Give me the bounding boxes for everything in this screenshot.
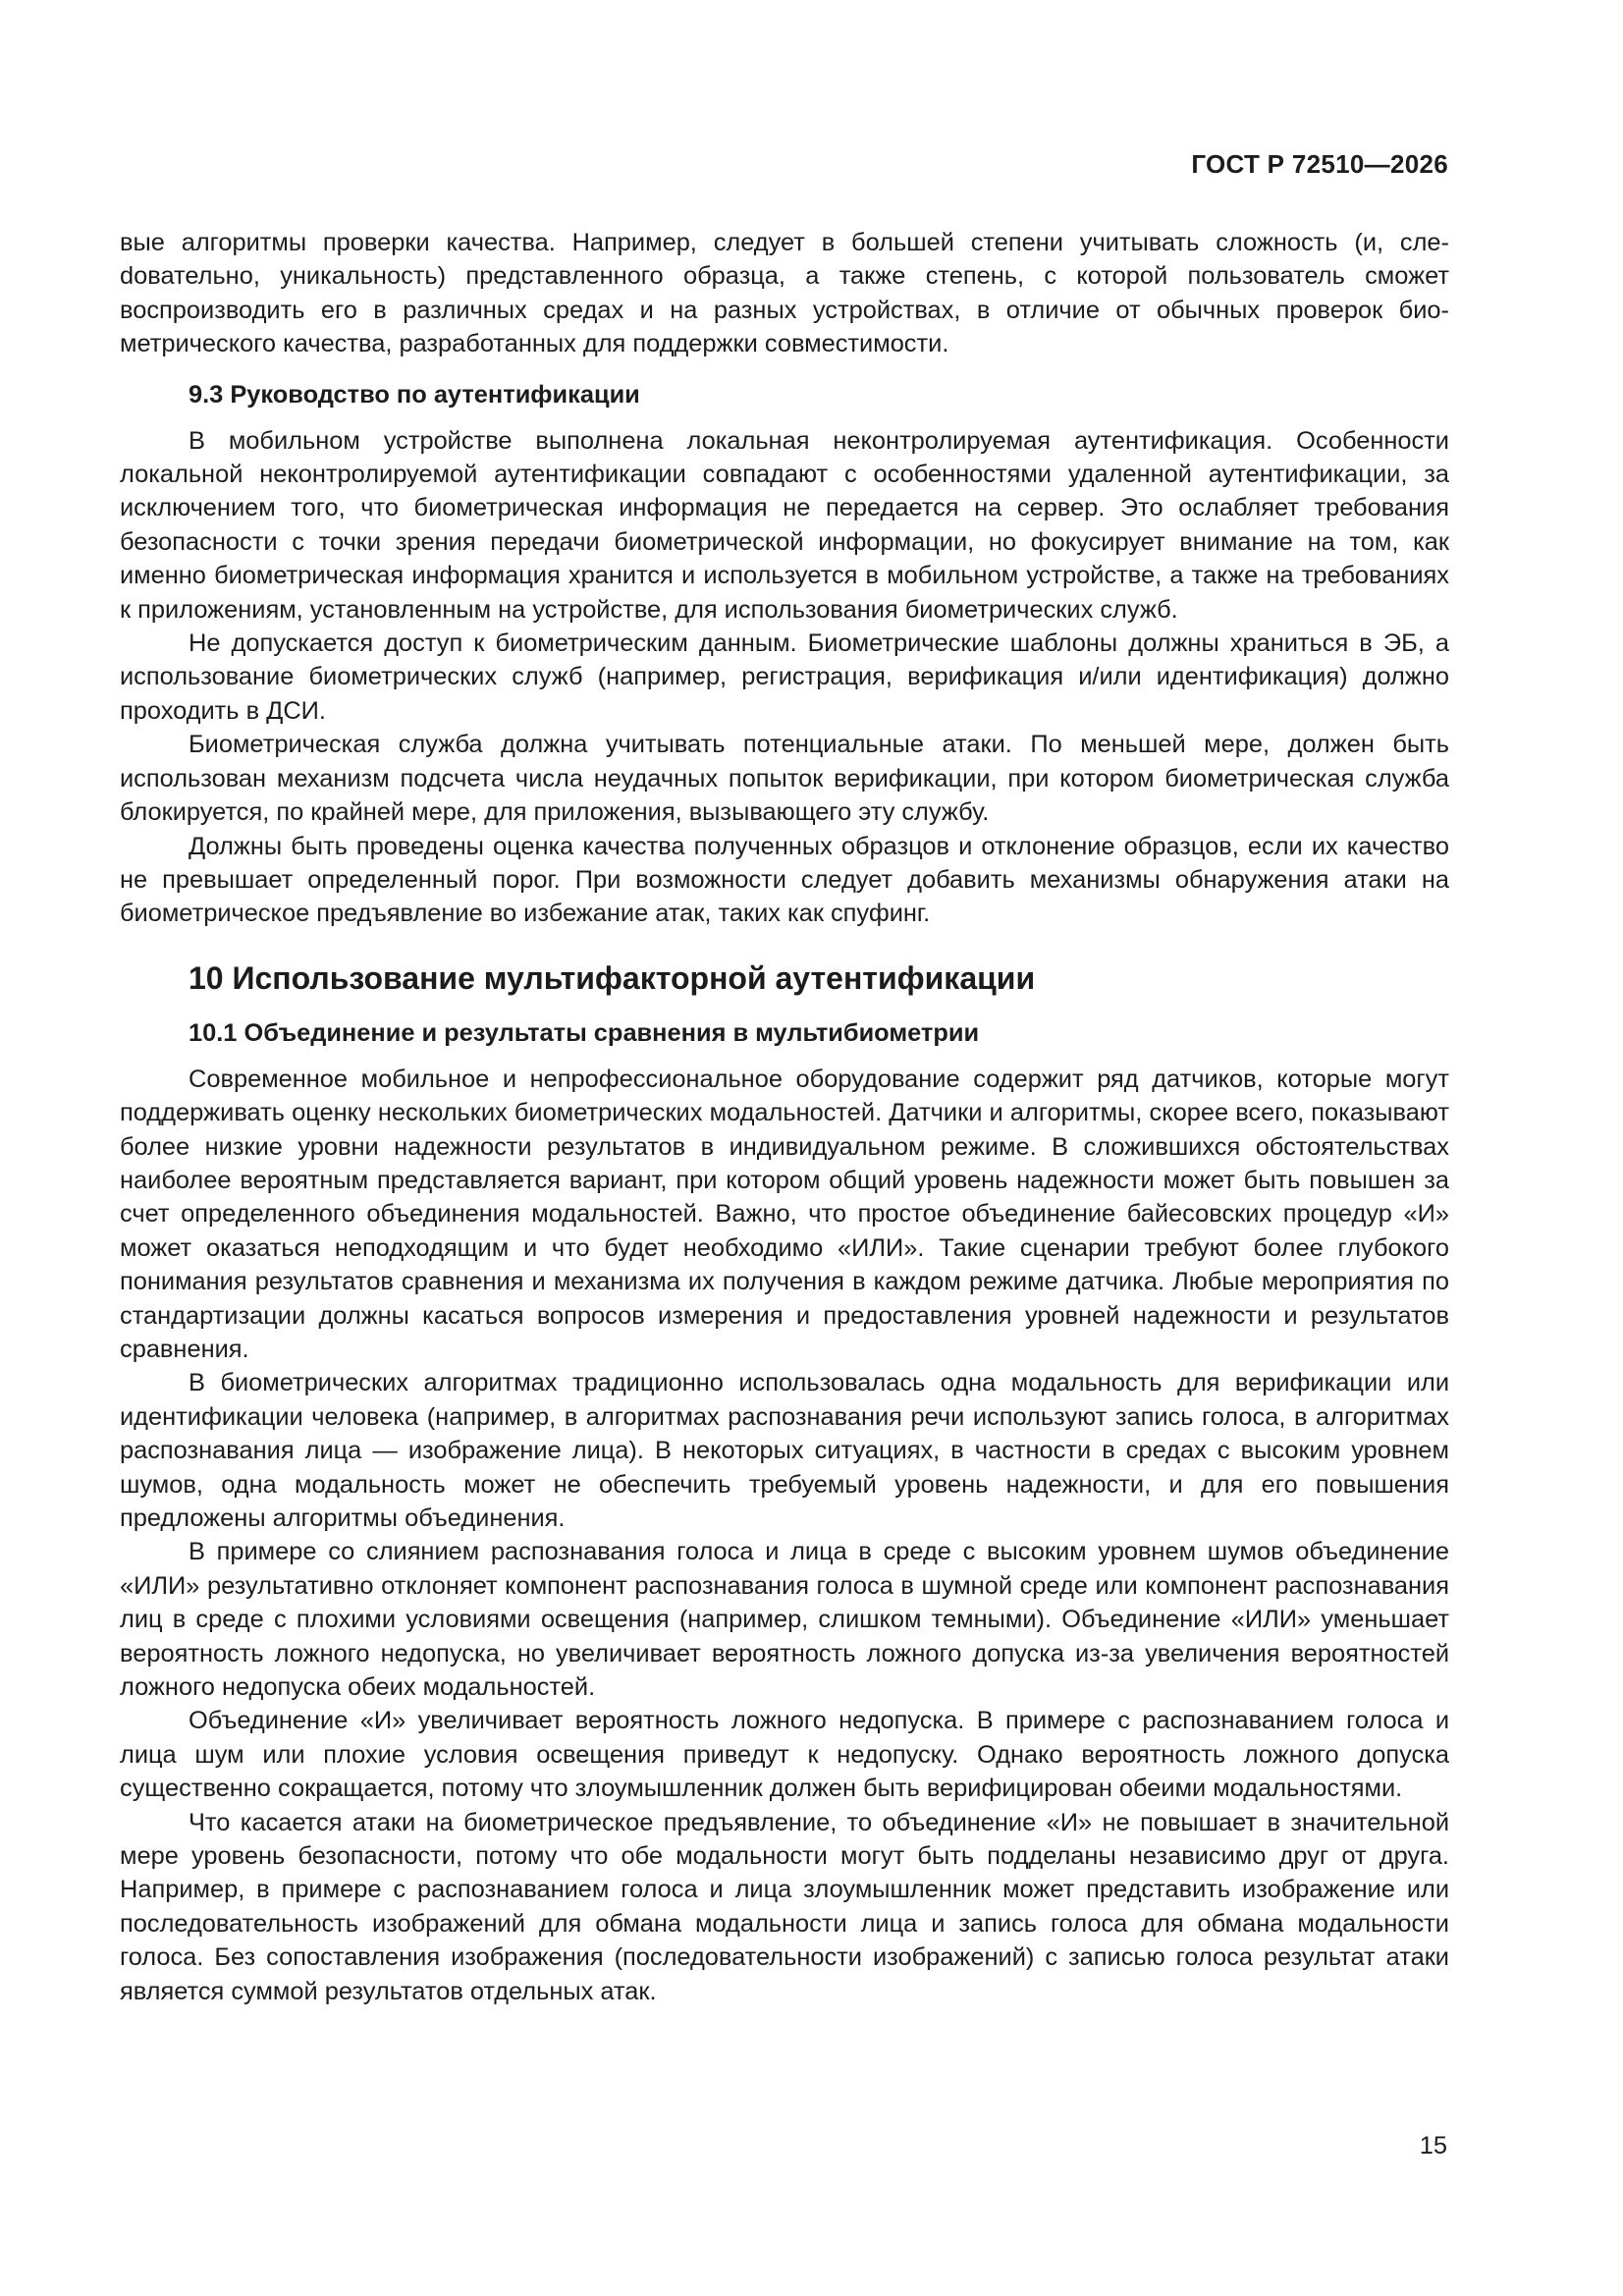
section-9-3-paragraph-3: Биометрическая служба должна учитывать потенциальные атаки. По меньшей мере, должен быть использован механизм подсчета числа неудачных попыток верификации, при котором биометрическая служба блокируется, по крайней мере, для приложения, вызывающего эту службу.: [120, 731, 1449, 827]
section-10-1-paragraph-2: В биометрических алгоритмах традиционно использовалась одна модальность для верификации или идентификации человека (например, в алгоритмах распознавания речи используют запись голоса, в алгоритмах распознавания лица — изображение лица). В некоторых ситуациях, в частности в средах с высоким уровнем шумов, одна модальность может не обеспечить требуемый уровень надежности, и для его повышения предложены алгоритмы объединения.: [120, 1369, 1449, 1532]
section-9-3-paragraph-2: Не допускается доступ к биометрическим данным. Биометрические шаблоны должны храниться в ЭБ, а использование биометрических служб (например, регистрация, верификация и/или идентификация) должно проходить в ДСИ.: [120, 629, 1449, 725]
page-number: 15: [1419, 2132, 1447, 2159]
standard-designation: ГОСТ Р 72510—2026: [1191, 149, 1448, 179]
section-10-1-paragraph-4: Объединение «И» увеличивает вероятность ложного недопуска. В примере с распознаванием голоса и лица шум или плохие условия освещения приведут к недопуску. Однако вероятность ложного допуска существенно сокращается, потому что злоумышленник должен быть верифицирован обеими модальностями.: [120, 1707, 1449, 1803]
section-10-1-paragraph-3: В примере со слиянием распознавания голоса и лица в среде с высоким уровнем шумов объединение «ИЛИ» результативно отклоняет компонент распознавания голоса в шумной среде или компонент распознавания лиц в среде с плохими условиями освещения (например, слишком темными). Объединение «ИЛИ» уменьшает вероятность ложного недопуска, но увеличивает вероятность ложного допуска из-за увеличения вероятностей ложного недопуска обеих модальностей.: [120, 1538, 1449, 1702]
section-9-3-paragraph-4: Должны быть проведены оценка качества полученных образцов и отклонение образцов, если их качество не превышает определенный порог. При возможности следует добавить механизмы обнаружения атаки на биометрическое предъявление во избежание атак, таких как спуфинг.: [120, 832, 1449, 928]
section-10-1-heading: 10.1 Объединение и результаты сравнения в мультибиометрии: [189, 1018, 980, 1047]
page-content: [120, 226, 1449, 2008]
section-10-heading: 10 Использование мультифакторной аутентификации: [189, 959, 1036, 996]
section-9-3-paragraph-1: В мобильном устройстве выполнена локальная неконтролируемая аутентификация. Особенности локальной неконтролируемой аутентификации совпадают с особенностями удаленной аутентификации, за исключением того, что биометрическая информация не передается на сервер. Это ослабляет требования безопасности с точки зрения передачи биометрической информации, но фокусирует внимание на том, как именно биометрическая информация хранится и используется в мобильном устройстве, а также на требованиях к приложениям, установленным на устройстве, для использования биометрических служб.: [120, 426, 1449, 624]
section-10-1-paragraph-1: Современное мобильное и непрофессиональное оборудование содержит ряд датчиков, которые могут поддерживать оценку нескольких биометрических модальностей. Датчики и алгоритмы, скорее всего, показывают более низкие уровни надежности результатов в индивидуальном режиме. В сложившихся обстоятельствах наиболее вероятным представляется вариант, при котором общий уровень надежности может быть повышен за счет определенного объединения модальностей. Важно, что простое объединение байесовских процедур «И» может оказаться неподходящим и что будет необходимо «ИЛИ». Такие сценарии требуют более глубокого понимания результатов сравнения и механизма их получения в каждом режиме датчика. Любые мероприятия по стандартизации должны касаться вопросов измерения и предоставления уровней надежности и результатов сравнения.: [120, 1065, 1449, 1363]
section-10-1-paragraph-5: Что касается атаки на биометрическое предъявление, то объединение «И» не повышает в значительной мере уровень безопасности, потому что обе модальности могут быть подделаны независимо друг от друга. Например, в примере с распознаванием голоса и лица злоумышленник может представить изображение или последовательность изображений для обмана модальности лица и запись голоса для обмана модальности голоса. Без сопоставления изображения (последовательности изображений) с записью голоса результат атаки является суммой результатов отдельных атак.: [120, 1808, 1449, 2005]
continued-paragraph: вые алгоритмы проверки качества. Например, следует в большей степени учитывать сложность (и, слеdовательно, уникальность) представленного образца, а также степень, с которой пользователь сможет воспроизводить его в различных средах и на разных устройствах, в отличие от обычных проверок биометрического качества, разработанных для поддержки совместимости.: [120, 229, 1449, 358]
section-9-3-heading: 9.3 Руководство по аутентификации: [189, 380, 640, 409]
